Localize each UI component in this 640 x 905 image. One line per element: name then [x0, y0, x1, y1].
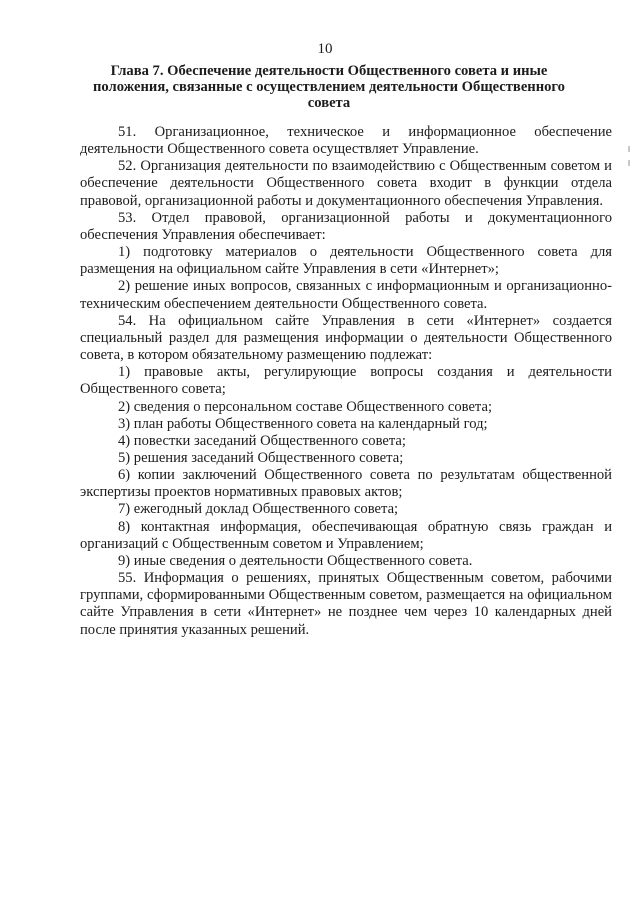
paragraph-51: 51. Организационное, техническое и информационное обеспечение деятельности Общественного совета осуществляет Управление. — [80, 124, 612, 158]
scan-artifact-mark — [628, 160, 630, 166]
chapter-heading: Глава 7. Обеспечение деятельности Общественного совета и иные положения, связанные с осуществлением деятельности Общественного совета — [93, 63, 565, 111]
paragraph-54-item-5: 5) решения заседаний Общественного совета; — [118, 449, 404, 466]
paragraph-54-item-3: 3) план работы Общественного совета на календарный год; — [118, 415, 488, 432]
page-number: 10 — [317, 41, 333, 57]
document-body — [80, 124, 612, 639]
paragraph-54-item-7: 7) ежегодный доклад Общественного совета; — [118, 501, 399, 518]
paragraph-53-item-2: 2) решение иных вопросов, связанных с информационным и организационно-техническим обеспечением деятельности Общественного совета. — [80, 278, 612, 312]
paragraph-54-item-2: 2) сведения о персональном составе Общественного совета; — [118, 398, 493, 415]
paragraph-53-item-1: 1) подготовку материалов о деятельности Общественного совета для размещения на официальном сайте Управления в сети «Интернет»; — [80, 244, 612, 278]
paragraph-54-item-9: 9) иные сведения о деятельности Общественного совета. — [118, 552, 473, 569]
scan-artifact-mark — [628, 146, 630, 152]
paragraph-54-item-8: 8) контактная информация, обеспечивающая обратную связь граждан и организаций с Общественным советом и Управлением; — [80, 518, 612, 552]
paragraph-55: 55. Информация о решениях, принятых Общественным советом, рабочими группами, сформированными Общественным советом, размещается на официальном сайте Управления в сети «Интернет» не позднее чем через 10 календарных дней после принятия указанных решений. — [80, 570, 612, 638]
paragraph-53: 53. Отдел правовой, организационной работы и документационного обеспечения Управления обеспечивает: — [80, 209, 612, 243]
paragraph-54-item-6: 6) копии заключений Общественного совета по результатам общественной экспертизы проектов нормативных правовых актов; — [80, 467, 612, 501]
paragraph-54: 54. На официальном сайте Управления в сети «Интернет» создается специальный раздел для размещения информации о деятельности Общественного совета, в котором обязательному размещению подлежат: — [80, 312, 612, 364]
paragraph-54-item-4: 4) повестки заседаний Общественного совета; — [118, 432, 406, 449]
paragraph-52: 52. Организация деятельности по взаимодействию с Общественным советом и обеспечение деятельности Общественного совета входит в функции отдела правовой, организационной работы и документационного обеспечения Управления. — [80, 158, 612, 209]
paragraph-54-item-1: 1) правовые акты, регулирующие вопросы создания и деятельности Общественного совета; — [80, 364, 612, 398]
